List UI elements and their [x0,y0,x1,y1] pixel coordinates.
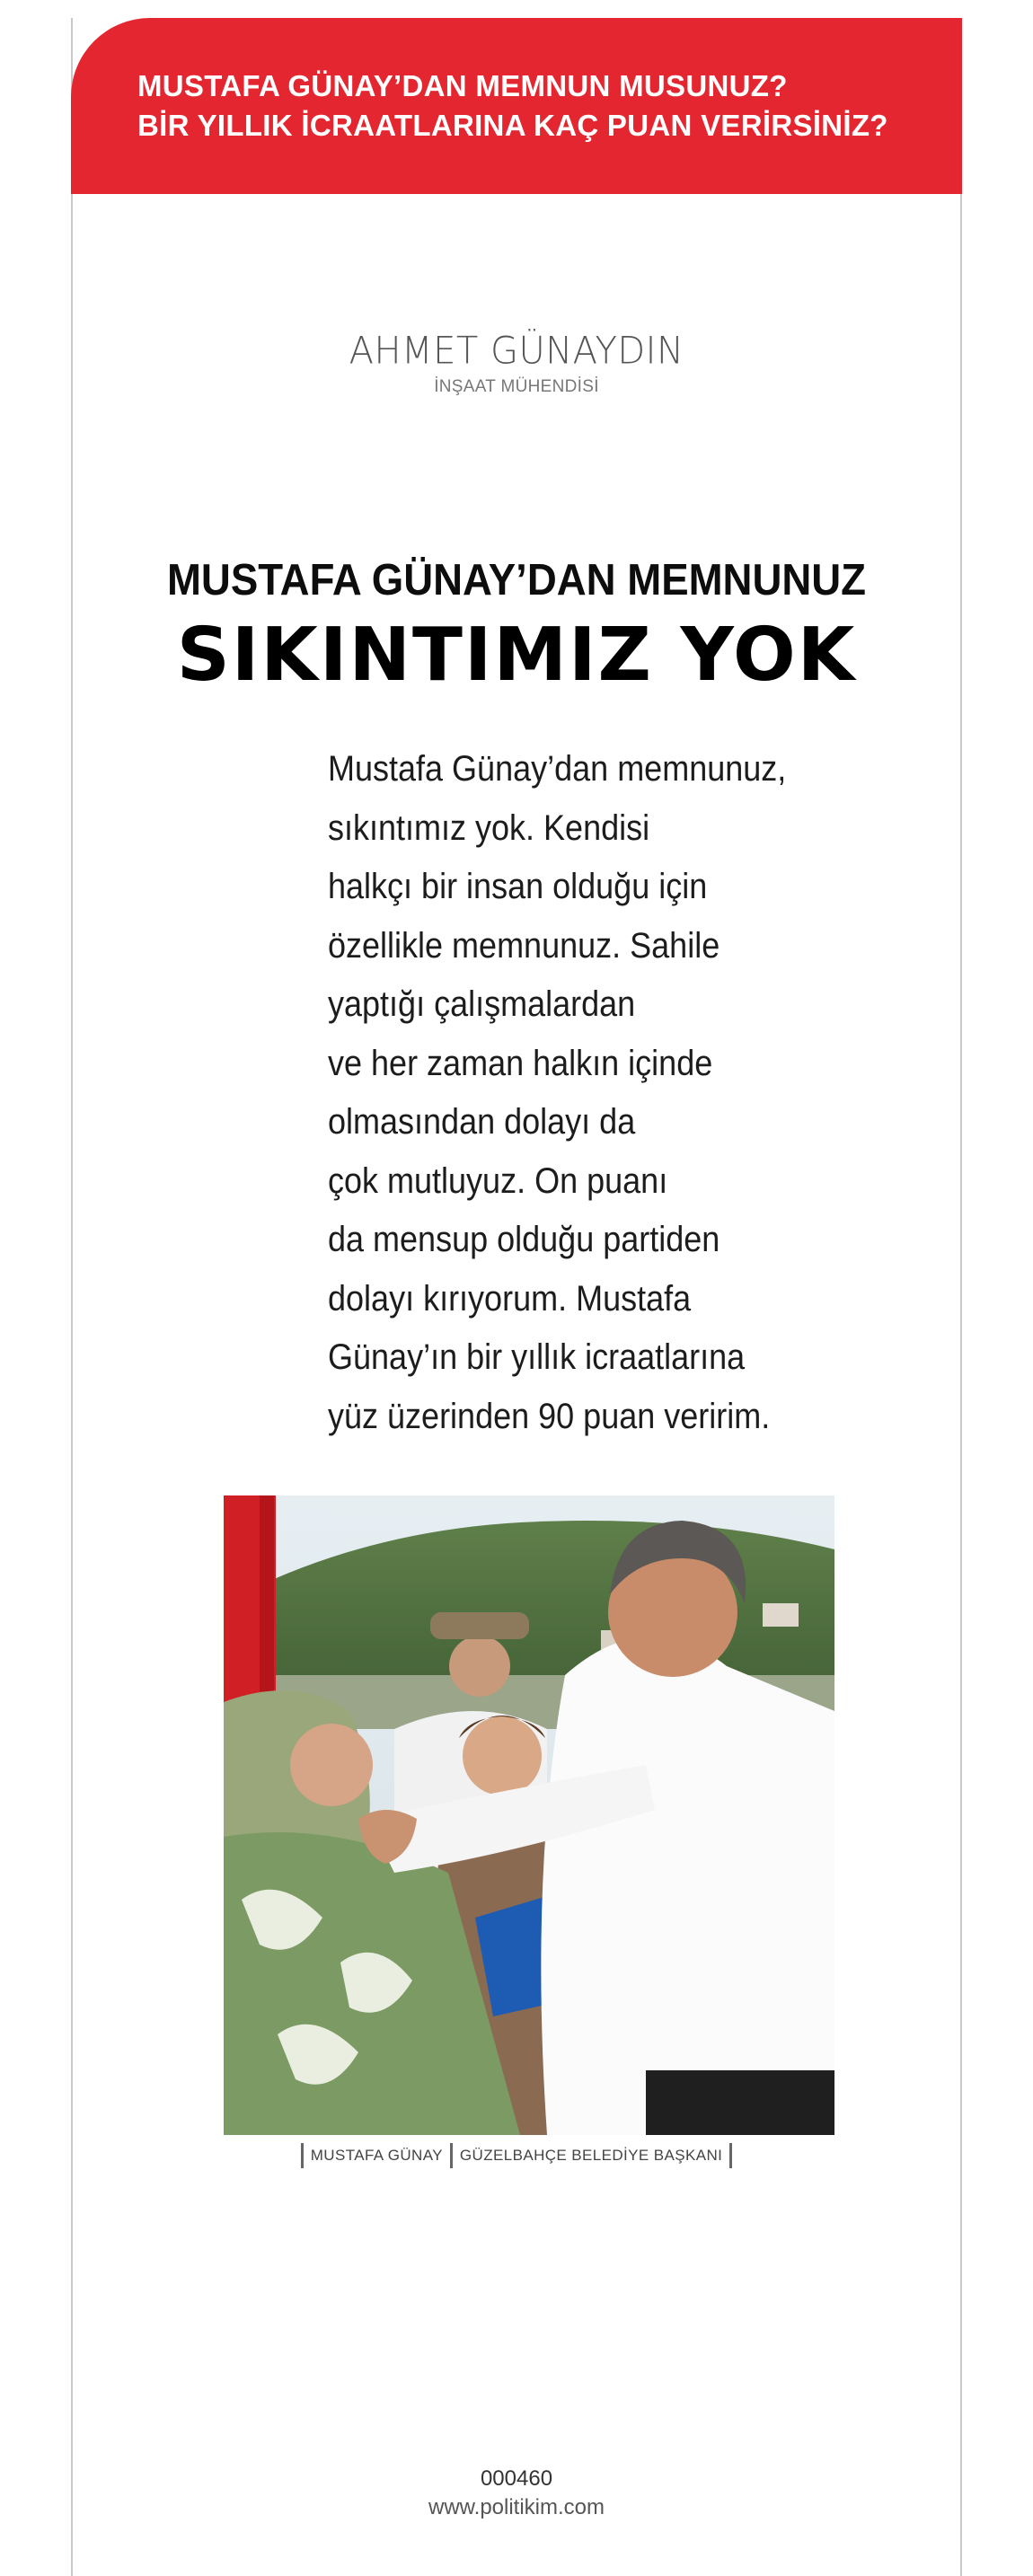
headline-title: SIKINTIMIZ YOK [176,613,857,698]
body-line: sıkıntımız yok. Kendisi [328,807,650,848]
caption-role: GÜZELBAHÇE BELEDİYE BAŞKANI [459,2147,723,2164]
body-line: yaptığı çalışmalardan [328,984,636,1024]
header-question-1: MUSTAFA GÜNAY’DAN MEMNUN MUSUNUZ? [137,69,788,102]
photo-illustration [224,1495,834,2135]
photo-caption [71,2143,962,2168]
caption-name: MUSTAFA GÜNAY [310,2147,443,2164]
body-line: özellikle memnunuz. Sahile [328,925,720,966]
body-line: çok mutluyuz. On puanı [328,1160,668,1201]
header-question-2: BİR YILLIK İCRAATLARINA KAÇ PUAN VERİRSİNİZ? [137,109,888,142]
headline-subtitle: MUSTAFA GÜNAY’DAN MEMNUNUZ [166,556,867,604]
body-line: ve her zaman halkın içinde [328,1043,713,1083]
body-text [328,740,885,1446]
body-line: Günay’ın bir yıllık icraatlarına [328,1337,746,1377]
caption-divider [450,2143,453,2168]
body-line: Mustafa Günay’dan memnunuz, [328,749,787,789]
website-link[interactable]: www.politikim.com [428,2495,605,2519]
mayor-photo [224,1495,834,2135]
header-banner [71,18,962,194]
page-code: 000460 [480,2466,553,2491]
author-title: İNŞAAT MÜHENDİSİ [434,377,599,396]
author-name: AHMET GÜNAYDIN [349,329,684,374]
body-line: yüz üzerinden 90 puan veririm. [328,1396,771,1436]
caption-divider [301,2143,304,2168]
body-line: dolayı kırıyorum. Mustafa [328,1278,692,1319]
footer [71,2465,962,2522]
body-line: olmasından dolayı da [328,1102,636,1142]
body-line: da mensup olduğu partiden [328,1220,720,1259]
body-line: halkçı bir insan olduğu için [328,867,708,906]
caption-divider [729,2143,732,2168]
headline-block [71,553,962,701]
author-block [71,331,962,397]
